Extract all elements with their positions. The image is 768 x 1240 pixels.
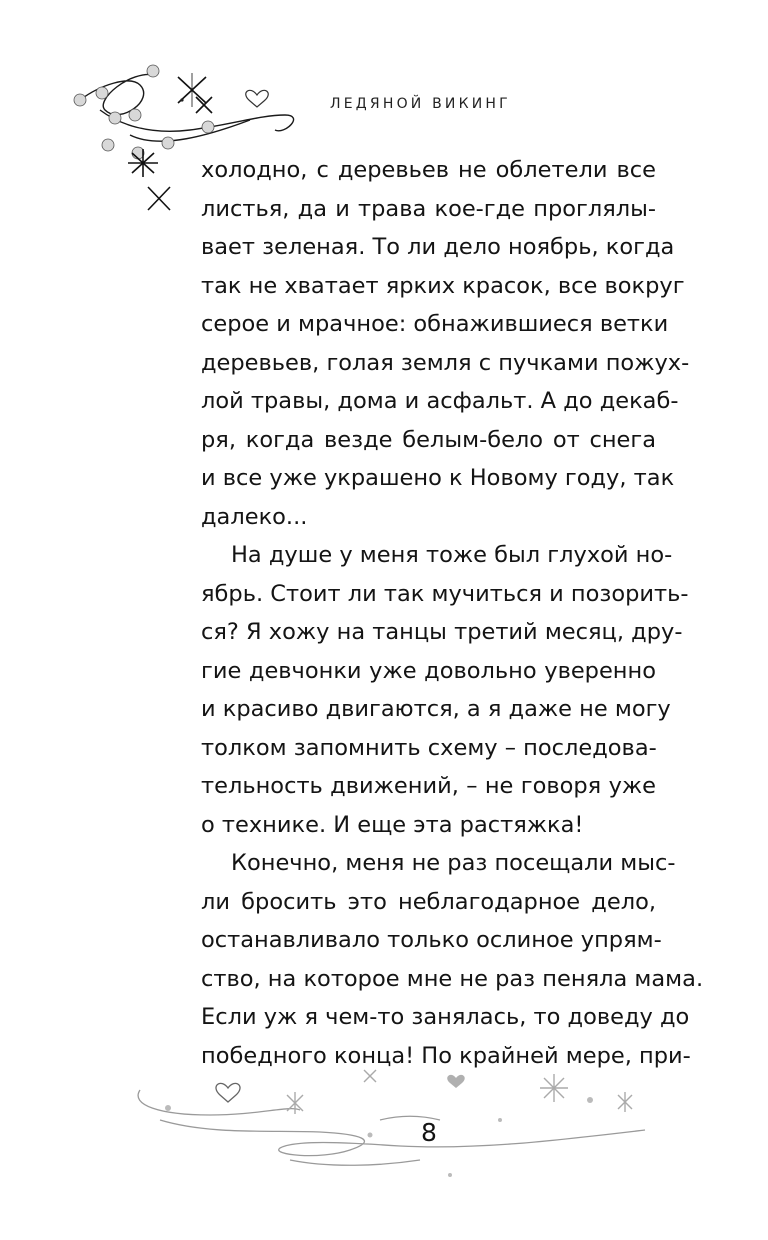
text-line: и все уже украшено к Новому году, так [201, 465, 675, 491]
text-line: вает зеленая. То ли дело ноябрь, когда [201, 234, 675, 260]
text-line: ря, когда везде белым-бело от снега [201, 426, 656, 453]
bulb-icon [202, 121, 214, 133]
text-line: о технике. И еще эта растяжка! [201, 811, 584, 838]
snowflake-icon [618, 1092, 632, 1112]
bulb-icon [129, 109, 141, 121]
running-title: ЛЕДЯНОЙ ВИКИНГ [330, 96, 511, 112]
dot-icon [165, 1105, 171, 1111]
text-line: ли бросить это неблагодарное дело, [201, 888, 656, 915]
heart-outline-icon [216, 1083, 240, 1102]
text-line: листья, да и трава кое-где проглялы- [201, 195, 656, 222]
text-line: Конечно, меня не раз посещали мыс- [231, 850, 676, 876]
sparkle-icon [148, 187, 170, 210]
text-line: холодно, с деревьев не облетели все [201, 157, 656, 183]
text-line: победного конца! По крайней мере, при- [201, 1042, 691, 1069]
snowflake-icon [287, 1092, 303, 1114]
text-line: Если уж я чем-то занялась, то доведу до [201, 1004, 690, 1030]
footer-flourish-decoration [120, 1060, 680, 1190]
text-line: ство, на которое мне не раз пеняла мама. [201, 965, 704, 992]
bulb-icon [96, 87, 108, 99]
text-line: так не хватает ярких красок, все вокруг [201, 272, 685, 299]
dot-icon [368, 1133, 373, 1138]
bulb-icon [109, 112, 121, 124]
text-line: деревьев, голая земля с пучками пожух- [201, 349, 690, 376]
text-line: и красиво двигаются, а я даже не могу [201, 696, 671, 722]
snowflake-icon [364, 1070, 376, 1082]
heart-outline-icon [246, 90, 268, 107]
dot-icon [587, 1097, 593, 1103]
text-line: толком запомнить схему – последова- [201, 734, 657, 761]
text-line: ябрь. Стоит ли так мучиться и позорить- [201, 580, 689, 607]
bulb-icon [162, 137, 174, 149]
bulb-icon [74, 94, 86, 106]
text-line: далеко... [201, 503, 308, 530]
dot-icon [180, 98, 183, 101]
text-line: На душе у меня тоже был глухой но- [231, 542, 673, 568]
dot-icon [448, 1173, 452, 1177]
dot-icon [498, 1118, 502, 1122]
sparkle-icon [196, 97, 212, 113]
text-line: тельность движений, – не говоря уже [201, 773, 656, 799]
text-line: серое и мрачное: обнажившиеся ветки [201, 311, 669, 337]
bulb-icon [102, 139, 114, 151]
bulb-icon [147, 65, 159, 77]
heart-filled-icon [447, 1075, 464, 1088]
page-number: 8 [421, 1118, 437, 1147]
text-line: останавливало только ослиное упрям- [201, 927, 662, 953]
snowflake-icon [540, 1074, 568, 1102]
body-text [201, 151, 704, 1075]
text-line: лой травы, дома и асфальт. А до декаб- [201, 388, 679, 414]
text-line: гие девчонки уже довольно уверенно [201, 657, 656, 684]
text-line: ся? Я хожу на танцы третий месяц, дру- [201, 619, 683, 645]
sparkle-icon [128, 149, 158, 177]
